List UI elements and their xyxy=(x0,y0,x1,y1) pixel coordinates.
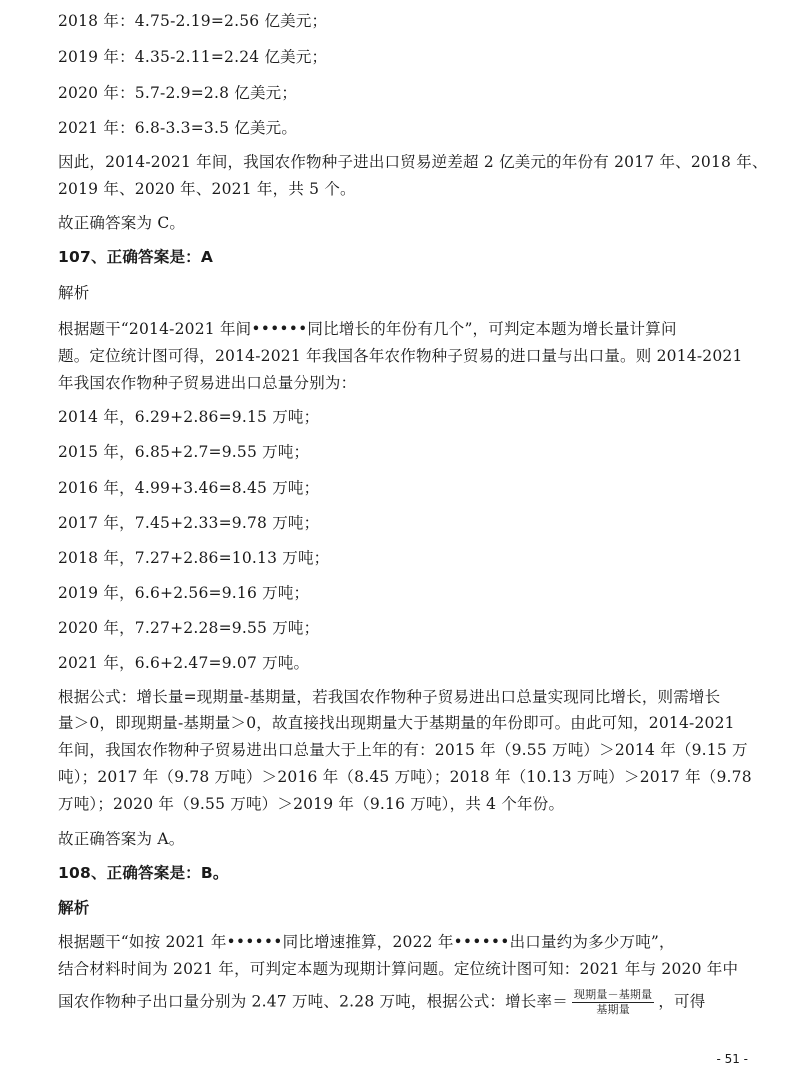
q107-reasoning-line: 吨）；2017 年（9.78 万吨）＞2016 年（8.45 万吨）；2018 年（10.13 万吨）＞2017 年（9.78 xyxy=(58,768,752,786)
q108-formula-after: ，可得 xyxy=(658,992,706,1011)
q107-intro-line: 年我国农作物种子贸易进出口总量分别为： xyxy=(58,374,357,392)
q107-answer: 故正确答案为 A。 xyxy=(58,830,185,848)
q108-formula-line xyxy=(58,988,750,1017)
q107-total-line: 2014 年，6.29+2.86=9.15 万吨； xyxy=(58,408,320,426)
q107-total-line: 2021 年，6.6+2.47=9.07 万吨。 xyxy=(58,654,310,672)
page-number: - 51 - xyxy=(716,1052,748,1066)
fraction-denominator: 基期量 xyxy=(596,1003,630,1016)
q107-intro-line: 题。定位统计图可得，2014-2021 年我国各年农作物种子贸易的进口量与出口量。则 2014-2021 xyxy=(58,347,743,365)
q107-total-line: 2017 年，7.45+2.33=9.78 万吨； xyxy=(58,514,320,532)
text-line: 因此，2014-2021 年间，我国农作物种子进出口贸易逆差超 2 亿美元的年份有 2017 年、2018 年、 xyxy=(58,153,768,171)
q107-total-line: 2015 年，6.85+2.7=9.55 万吨； xyxy=(58,443,310,461)
answer-line: 故正确答案为 C。 xyxy=(58,214,186,232)
q107-reasoning-line: 万吨）；2020 年（9.55 万吨）＞2019 年（9.16 万吨），共 4 个年份。 xyxy=(58,795,565,813)
growth-rate-fraction xyxy=(572,988,654,1017)
q107-total-line: 2016 年，4.99+3.46=8.45 万吨； xyxy=(58,479,320,497)
text-line: 2019 年、2020 年、2021 年，共 5 个。 xyxy=(58,180,356,198)
q107-intro-line: 根据题干“2014-2021 年间••••••同比增长的年份有几个”，可判定本题为增长量计算问 xyxy=(58,320,677,338)
q108-text-line: 根据题干“如按 2021 年••••••同比增速推算，2022 年••••••出口量约为多少万吨”， xyxy=(58,933,675,951)
q107-reasoning-line: 量＞0，即现期量-基期量＞0，故直接找出现期量大于基期量的年份即可。由此可知，2014-2021 xyxy=(58,714,735,732)
q107-total-line: 2020 年，7.27+2.28=9.55 万吨； xyxy=(58,619,320,637)
q108-heading: 108、正确答案是：B。 xyxy=(58,864,229,882)
q107-analysis-label: 解析 xyxy=(58,284,90,302)
q107-reasoning-line: 年间，我国农作物种子贸易进出口总量大于上年的有：2015 年（9.55 万吨）＞2014 年（9.15 万 xyxy=(58,741,748,759)
q107-total-line: 2018 年，7.27+2.86=10.13 万吨； xyxy=(58,549,330,567)
text-line: 2018 年：4.75-2.19=2.56 亿美元； xyxy=(58,12,328,30)
text-line: 2020 年：5.7-2.9=2.8 亿美元； xyxy=(58,84,298,102)
text-line: 2019 年：4.35-2.11=2.24 亿美元； xyxy=(58,48,328,66)
fraction-numerator: 现期量－基期量 xyxy=(573,988,653,1001)
q108-analysis-label: 解析 xyxy=(58,899,90,917)
q107-reasoning-line: 根据公式：增长量=现期量-基期量，若我国农作物种子贸易进出口总量实现同比增长，则需增长 xyxy=(58,688,721,706)
q108-text-line: 结合材料时间为 2021 年，可判定本题为现期计算问题。定位统计图可知：2021 年与 2020 年中 xyxy=(58,960,739,978)
q108-formula-before: 国农作物种子出口量分别为 2.47 万吨、2.28 万吨，根据公式：增长率＝ xyxy=(58,992,568,1011)
q107-total-line: 2019 年，6.6+2.56=9.16 万吨； xyxy=(58,584,310,602)
text-line: 2021 年：6.8-3.3=3.5 亿美元。 xyxy=(58,119,298,137)
q107-heading: 107、正确答案是：A xyxy=(58,248,214,266)
